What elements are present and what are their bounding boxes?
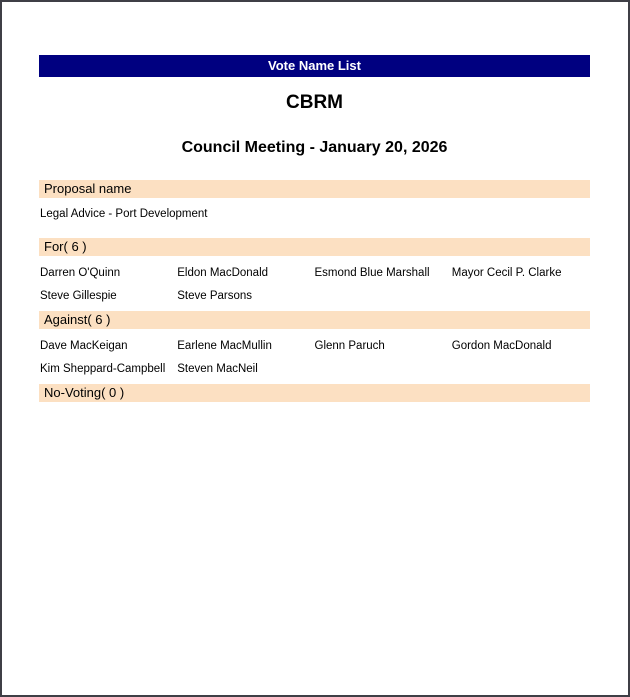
proposal-header-label: Proposal name [44,181,132,196]
section-names-for [39,256,590,311]
voter-name: Steven MacNeil [177,363,258,375]
vote-sections [39,238,590,402]
voter-name: Kim Sheppard-Campbell [40,363,166,375]
voter-name: Esmond Blue Marshall [314,267,430,279]
section-names-against [39,329,590,384]
voter-name: Dave MacKeigan [40,340,128,352]
voter-name: Mayor Cecil P. Clarke [451,267,562,279]
section-header-against: Against( 6 ) [39,311,590,329]
report-title: Vote Name List [268,58,361,73]
proposal-header-band [39,180,590,198]
voter-name: Earlene MacMullin [177,340,272,352]
voter-name: Steve Parsons [177,290,253,302]
voter-name: Gordon MacDonald [451,340,552,352]
proposal-name: Legal Advice - Port Development [40,208,208,220]
section-header-no-voting: No-Voting( 0 ) [39,384,590,402]
voter-name: Steve Gillespie [40,290,117,302]
organization-name: CBRM [286,92,343,113]
report-title-bar [39,55,590,77]
section-header-for: For( 6 ) [39,238,590,256]
report-content [2,2,628,402]
voter-name: Glenn Paruch [314,340,385,352]
voter-name: Darren O'Quinn [40,267,121,279]
meeting-title: Council Meeting - January 20, 2026 [181,139,448,156]
voter-name: Eldon MacDonald [177,267,269,279]
